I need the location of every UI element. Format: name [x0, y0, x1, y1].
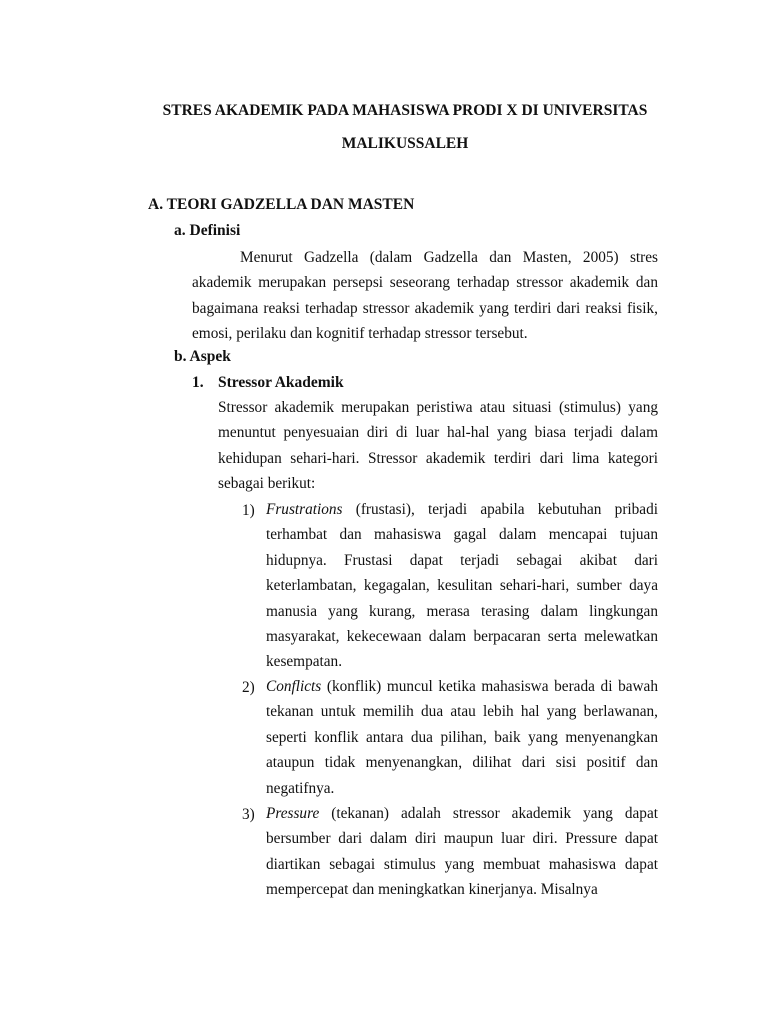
subsection-number: 1. — [192, 374, 204, 391]
list-item-term: Conflicts — [266, 678, 322, 695]
title-line-2: MALIKUSSALEH — [341, 135, 469, 152]
definisi-heading: a. Definisi — [174, 222, 241, 239]
list-item — [266, 674, 658, 801]
list-item-text: (tekanan) adalah stressor akademik yang dapat bersumber dari dalam diri maupun luar diri. Pressure dapat diartikan sebagai stimulus yang membuat mahasiswa dapat mempercepat dan meningkatkan kinerjanya. Misalnya — [266, 805, 658, 899]
document-title — [140, 94, 670, 160]
definisi-paragraph: Menurut Gadzella (dalam Gadzella dan Masten, 2005) stres akademik merupakan persepsi seseorang terhadap stressor akademik dan bagaimana reaksi terhadap stressor akademik yang terdiri dari reaksi fisik, emosi, perilaku dan kognitif terhadap stressor tersebut. — [192, 249, 658, 343]
list-item-text: (frustasi), terjadi apabila kebutuhan pribadi terhambat dan mahasiswa gagal dalam mencapai tujuan hidupnya. Frustasi dapat terjadi sebagai akibat dari keterlambatan, kegagalan, kesulitan sehari-hari, sumber daya manusia yang kurang, merasa terasing dalam lingkungan masyarakat, kekecewaan dalam berpacaran serta melewatkan kesempatan. — [266, 501, 658, 671]
list-item-text: (konflik) muncul ketika mahasiswa berada di bawah tekanan untuk memilih dua atau lebih hal yang berlawanan, seperti konflik antara dua pilihan, baik yang menyenangkan ataupun tidak menyenangkan, dilihat dari sisi positif dan negatifnya. — [266, 678, 658, 797]
list-item-term: Frustrations — [266, 501, 343, 518]
list-item — [266, 801, 658, 903]
list-item-term: Pressure — [266, 805, 320, 822]
list-item-number: 2) — [242, 679, 255, 696]
title-line-1: STRES AKADEMIK PADA MAHASISWA PRODI X DI UNIVERSITAS — [162, 102, 648, 119]
list-item-number: 1) — [242, 502, 255, 519]
section-a-heading: A. TEORI GADZELLA DAN MASTEN — [148, 196, 415, 213]
aspek-heading: b. Aspek — [174, 348, 231, 365]
subsection-title: Stressor Akademik — [218, 374, 344, 391]
list-item-number: 3) — [242, 806, 255, 823]
stressor-paragraph: Stressor akademik merupakan peristiwa atau situasi (stimulus) yang menuntut penyesuaian diri di luar hal-hal yang biasa terjadi dalam kehidupan sehari-hari. Stressor akademik terdiri dari lima kategori sebagai berikut: — [218, 399, 658, 493]
list-item — [266, 497, 658, 675]
